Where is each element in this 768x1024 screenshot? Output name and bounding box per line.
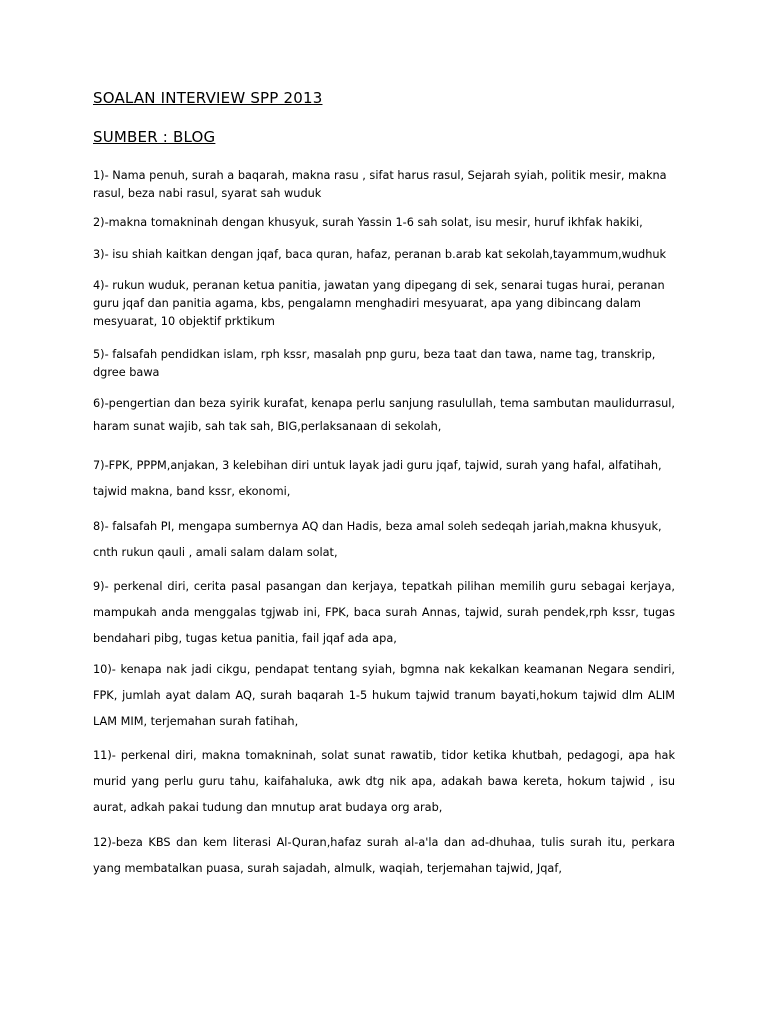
document-subtitle: SUMBER : BLOG [93,128,216,146]
list-item: 7)-FPK, PPPM,anjakan, 3 kelebihan diri untuk layak jadi guru jqaf, tajwid, surah yang hafal, alfatihah, tajwid makna, band kssr, ekonomi, [93,459,662,498]
list-item: 3)- isu shiah kaitkan dengan jqaf, baca quran, hafaz, peranan b.arab kat sekolah,tayammum,wudhuk [93,248,667,261]
list-item: 6)-pengertian dan beza syirik kurafat, kenapa perlu sanjung rasulullah, tema sambutan maulidurrasul, haram sunat wajib, sah tak sah, BIG,perlaksanaan di sekolah, [93,397,675,433]
list-item: 10)- kenapa nak jadi cikgu, pendapat tentang syiah, bgmna nak kekalkan keamanan Negara sendiri, FPK, jumlah ayat dalam AQ, surah baqarah 1-5 hukum tajwid tranum bayati,hokum tajwid dlm ALIM LAM MIM, terjemahan surah fatihah, [93,663,675,728]
list-item: 5)- falsafah pendidkan islam, rph kssr, masalah pnp guru, beza taat dan tawa, name tag, transkrip, dgree bawa [93,348,656,379]
document-title: SOALAN INTERVIEW SPP 2013 [93,89,323,107]
list-item: 11)- perkenal diri, makna tomakninah, solat sunat rawatib, tidor ketika khutbah, pedagogi, apa hak murid yang perlu guru tahu, kaifahaluka, awk dtg nik apa, adakah bawa kereta, hokum tajwid , isu aurat, adkah pakai tudung dan mnutup arat budaya org arab, [93,749,675,814]
list-item: 8)- falsafah PI, mengapa sumbernya AQ dan Hadis, beza amal soleh sedeqah jariah,makna khusyuk, cnth rukun qauli , amali salam dalam solat, [93,520,662,559]
list-item: 4)- rukun wuduk, peranan ketua panitia, jawatan yang dipegang di sek, senarai tugas hurai, peranan guru jqaf dan panitia agama, kbs, pengalamn menghadiri mesyuarat, apa yang dibincang dalam mesyuarat, 10 objektif prktikum [93,279,665,328]
list-item: 9)- perkenal diri, cerita pasal pasangan dan kerjaya, tepatkah pilihan memilih guru sebagai kerjaya, mampukah anda menggalas tgjwab ini, FPK, baca surah Annas, tajwid, surah pendek,rph kssr, tugas bendahari pibg, tugas ketua panitia, fail jqaf ada apa, [93,580,675,645]
list-item: 2)-makna tomakninah dengan khusyuk, surah Yassin 1-6 sah solat, isu mesir, huruf ikhfak hakiki, [93,216,643,229]
list-item: 12)-beza KBS dan kem literasi Al-Quran,hafaz surah al-a'la dan ad-dhuhaa, tulis surah itu, perkara yang membatalkan puasa, surah sajadah, almulk, waqiah, terjemahan tajwid, Jqaf, [93,836,675,875]
list-item: 1)- Nama penuh, surah a baqarah, makna rasu , sifat harus rasul, Sejarah syiah, politik mesir, makna rasul, beza nabi rasul, syarat sah wuduk [93,169,667,200]
